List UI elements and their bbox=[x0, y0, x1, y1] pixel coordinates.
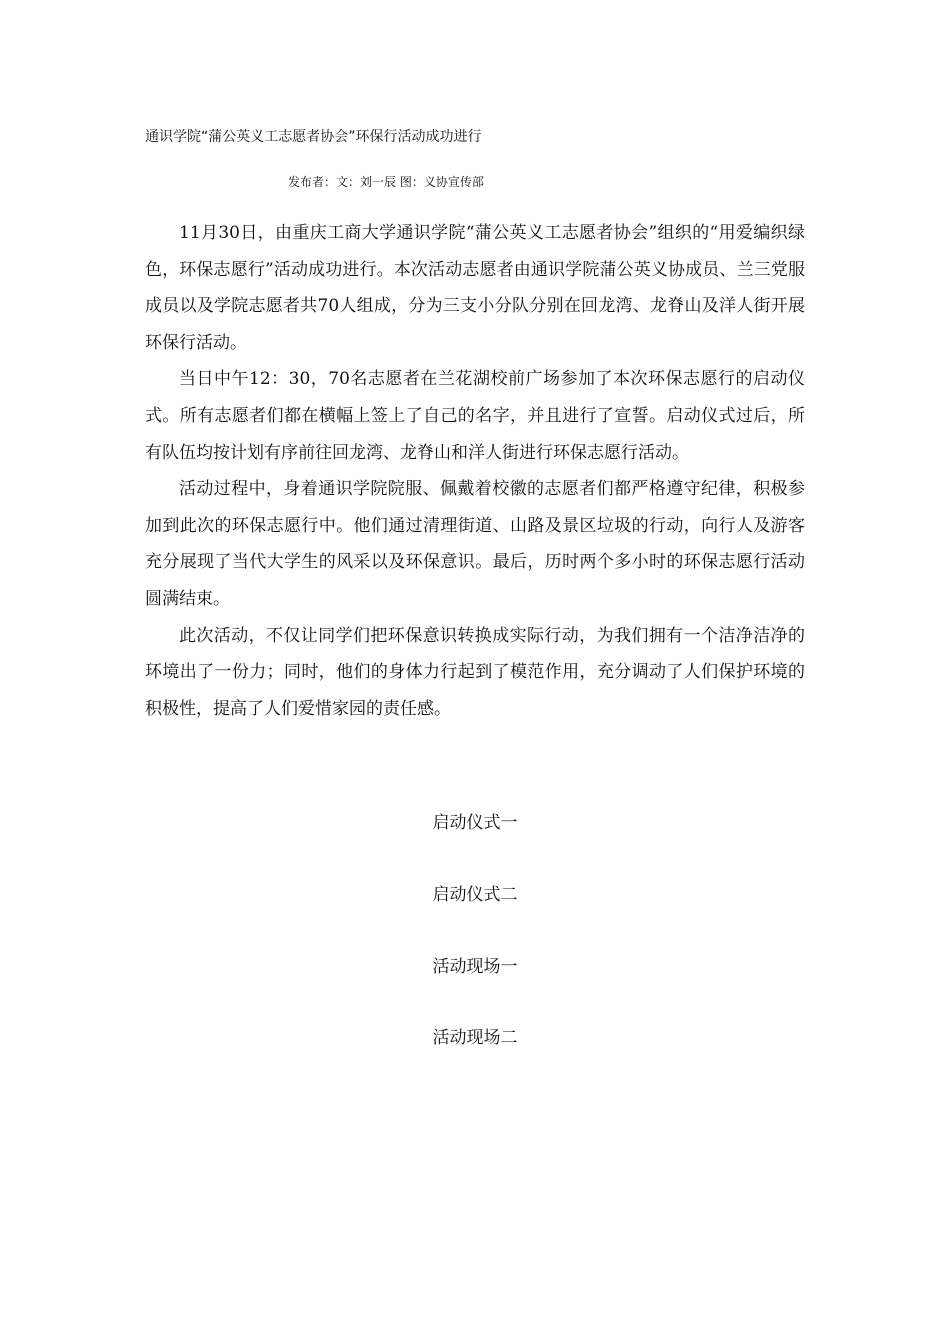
paragraph: 活动过程中，身着通识学院院服、佩戴着校徽的志愿者们都严格遵守纪律，积极参加到此次的环保志愿行中。他们通过清理街道、山路及景区垃圾的行动，向行人及游客充分展现了当代大学生的风采以及环保意识。最后，历时两个多小时的环保志愿行活动圆满结束。 bbox=[145, 479, 805, 609]
photo-caption: 启动仪式二 bbox=[432, 885, 518, 905]
paragraph: 此次活动，不仅让同学们把环保意识转换成实际行动，为我们拥有一个洁净洁净的环境出了一份力；同时，他们的身体力行起到了模范作用，充分调动了人们保护环境的积极性，提高了人们爱惜家园的责任感。 bbox=[145, 625, 805, 719]
photo-caption: 启动仪式一 bbox=[432, 813, 518, 833]
article-title: 通识学院“蒲公英义工志愿者协会”环保行活动成功进行 bbox=[145, 129, 482, 145]
photo-caption: 活动现场一 bbox=[432, 957, 518, 977]
photo-caption: 活动现场二 bbox=[432, 1028, 518, 1048]
paragraph: 当日中午12：30，70名志愿者在兰花湖校前广场参加了本次环保志愿行的启动仪式。所有志愿者们都在横幅上签上了自己的名字，并且进行了宣誓。启动仪式过后，所有队伍均按计划有序前往回龙湾、龙脊山和洋人街进行环保志愿行活动。 bbox=[145, 369, 805, 463]
article-body bbox=[145, 215, 805, 727]
paragraph: 11月30日，由重庆工商大学通识学院“蒲公英义工志愿者协会”组织的“用爱编织绿色，环保志愿行”活动成功进行。本次活动志愿者由通识学院蒲公英义协成员、兰三党服成员以及学院志愿者共70人组成，分为三支小分队分别在回龙湾、龙脊山及洋人街开展环保行活动。 bbox=[145, 223, 805, 353]
article-byline: 发布者：文：刘一辰 图：义协宣传部 bbox=[288, 175, 484, 189]
